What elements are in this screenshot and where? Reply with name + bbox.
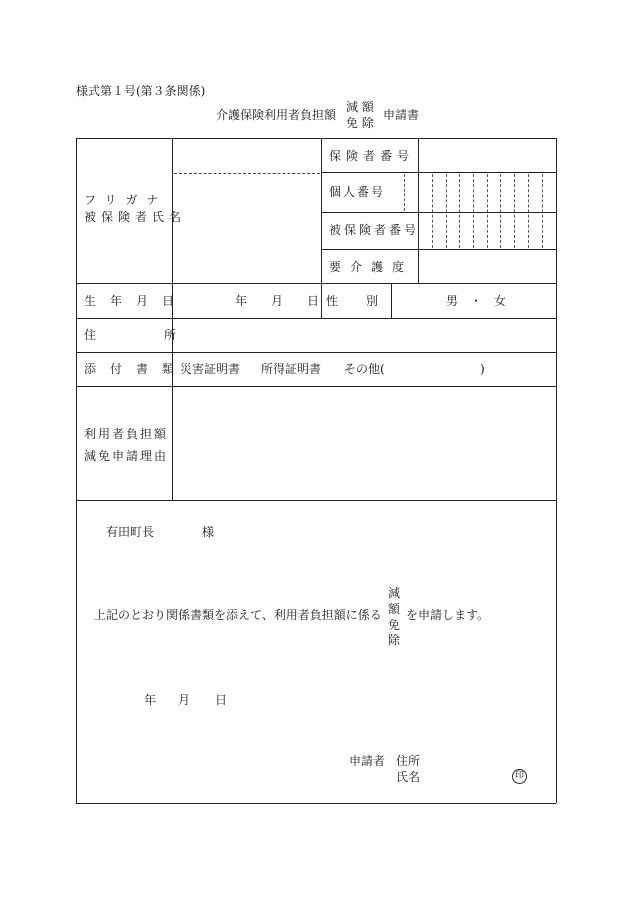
addressee-honorific: 様 xyxy=(202,525,215,539)
insurer-number-label: 保険者番号 xyxy=(329,149,415,163)
title-option-exemption: 免 除 xyxy=(346,116,374,130)
personal-number-label: 個人番号 xyxy=(329,185,386,199)
care-level-input[interactable] xyxy=(420,251,555,282)
insured-number-input[interactable] xyxy=(420,214,555,248)
care-level-label: 要介護度 xyxy=(329,260,414,274)
sex-options[interactable]: 男 ・ 女 xyxy=(446,294,507,308)
attachment-other-close: ) xyxy=(480,362,485,376)
birthdate-year-label: 年 xyxy=(235,294,248,308)
applicant-label: 申請者 xyxy=(349,754,386,768)
birthdate-day-label: 日 xyxy=(307,294,320,308)
attachment-income-cert[interactable]: 所得証明書 xyxy=(261,362,322,376)
stack-char: 額 xyxy=(388,602,401,616)
birthdate-label-text: 生年月日 xyxy=(84,294,189,308)
stack-char: 免 xyxy=(388,618,401,632)
insurer-number-input[interactable] xyxy=(420,140,555,171)
title-prefix: 介護保険利用者負担額 xyxy=(216,108,337,122)
furigana-label: フリガナ xyxy=(84,193,168,207)
sex-label: 性 別 xyxy=(326,294,387,308)
address-label: 住 所 xyxy=(84,328,205,342)
insured-name-label: 被保険者氏名 xyxy=(84,210,187,224)
insured-number-label: 被保険者番号 xyxy=(329,223,420,237)
seal-icon: 印 xyxy=(512,769,527,784)
stack-char: 減 xyxy=(388,586,401,600)
applicant-address-label: 住所 xyxy=(396,754,421,768)
birthdate-input[interactable] xyxy=(174,285,320,317)
title-suffix: 申請書 xyxy=(383,108,420,122)
attachment-disaster-cert[interactable]: 災害証明書 xyxy=(180,362,241,376)
form-number: 様式第１号(第３条関係) xyxy=(76,84,206,98)
applicant-name-label: 氏名 xyxy=(396,770,421,784)
insured-name-input[interactable] xyxy=(174,175,320,281)
reason-label-line1: 利用者負担額 xyxy=(84,427,169,441)
birthdate-label xyxy=(84,295,188,307)
reason-label-line2: 減免申請理由 xyxy=(84,449,169,463)
addressee: 有田町長 xyxy=(106,525,155,539)
attachment-other[interactable]: その他( xyxy=(344,362,385,376)
date-month-label: 月 xyxy=(178,693,191,707)
declaration-statement-end: を申請します。 xyxy=(406,608,490,622)
reason-input[interactable] xyxy=(174,388,555,499)
birthdate-month-label: 月 xyxy=(271,294,284,308)
title-option-reduction: 減 額 xyxy=(346,100,374,114)
date-year-label: 年 xyxy=(144,693,157,707)
personal-number-input[interactable] xyxy=(392,174,555,211)
address-input[interactable] xyxy=(174,320,555,351)
stack-char: 除 xyxy=(388,633,401,647)
declaration-statement: 上記のとおり関係書類を添えて、利用者負担額に係る xyxy=(94,608,382,622)
furigana-input[interactable] xyxy=(174,140,320,172)
attachments-label: 添付書類 xyxy=(84,362,189,376)
date-day-label: 日 xyxy=(215,693,228,707)
